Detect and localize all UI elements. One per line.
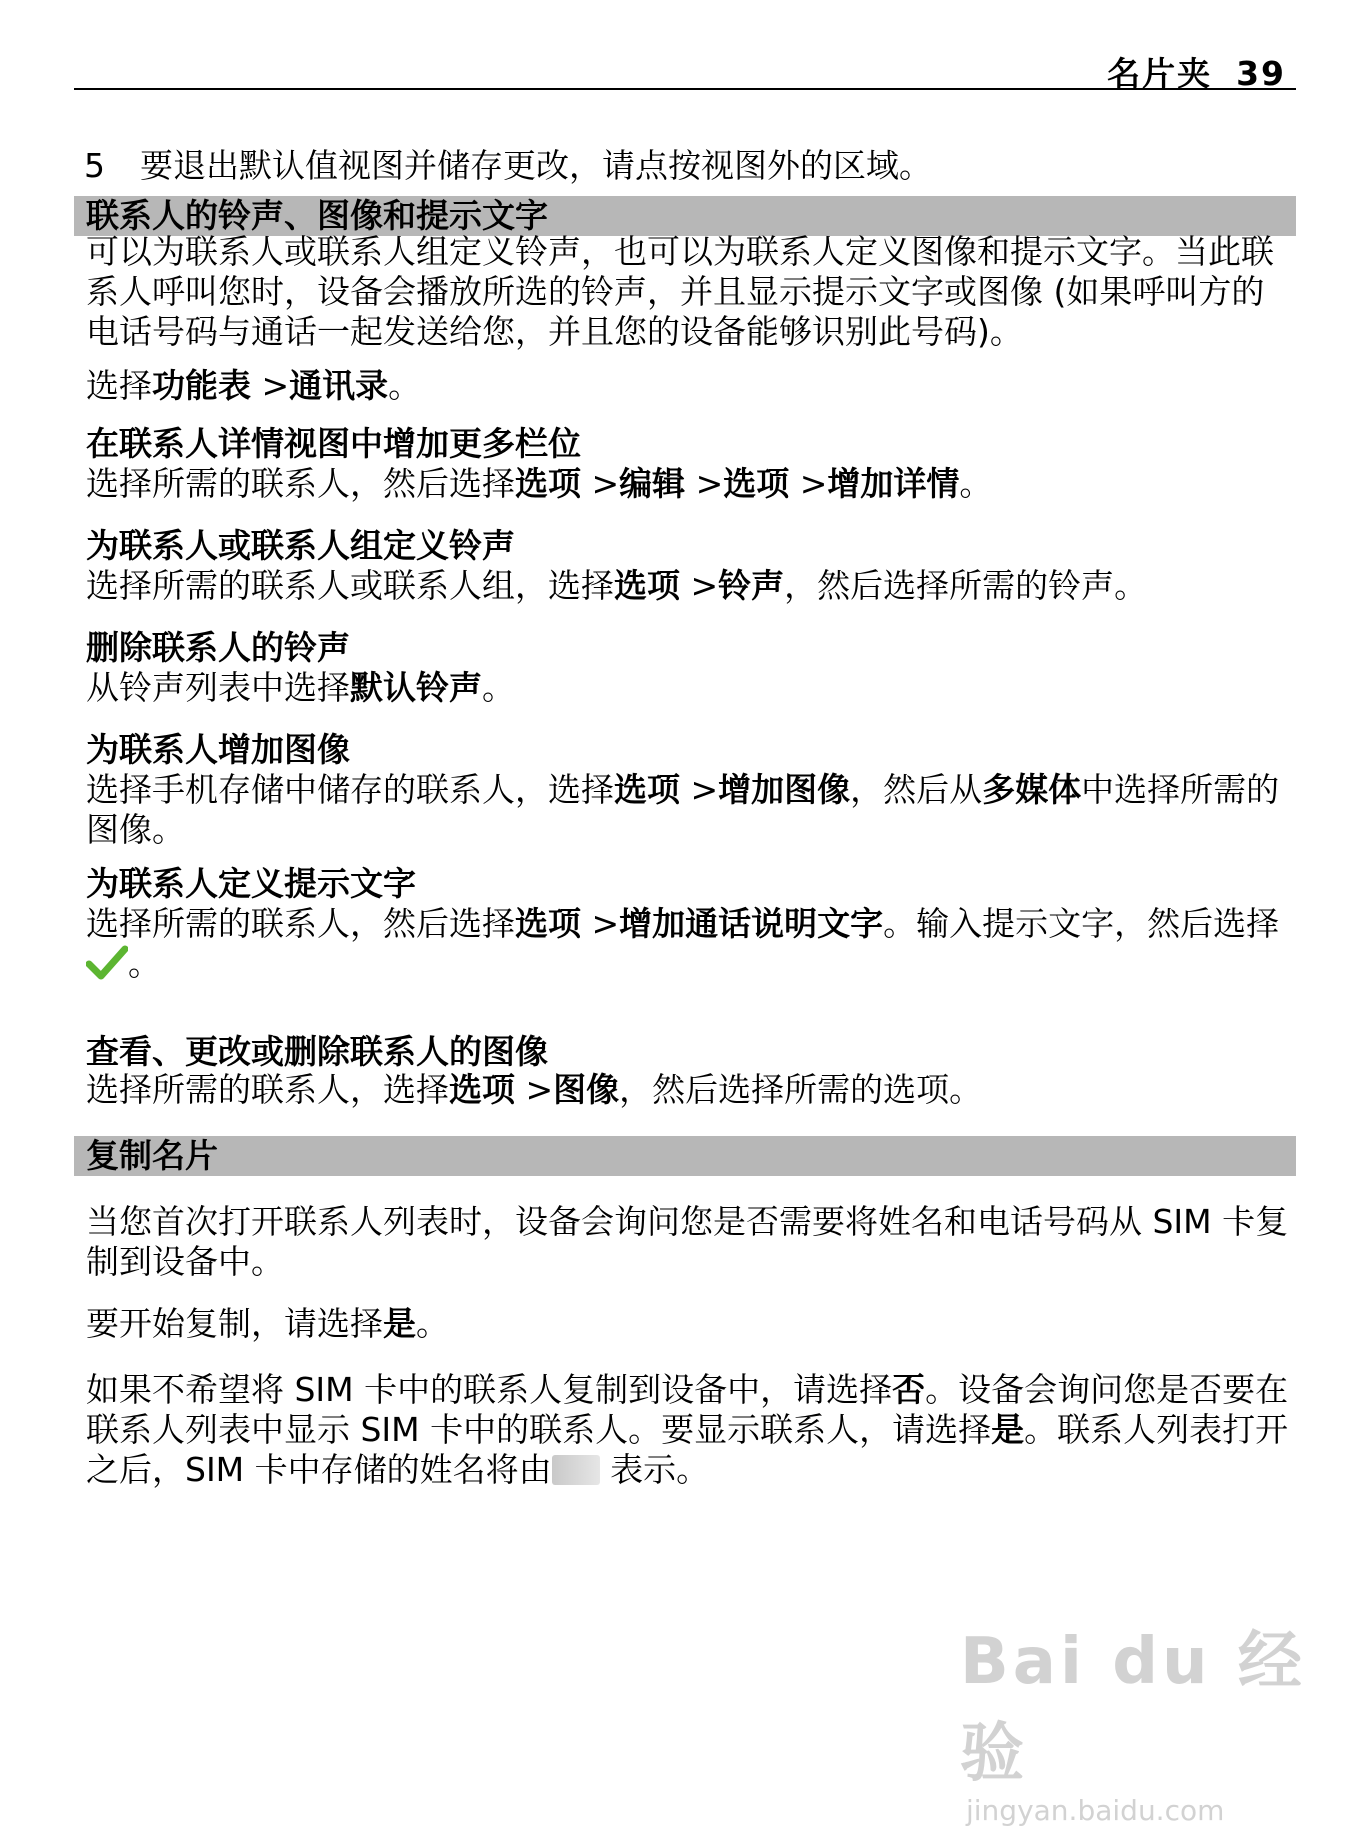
step-5 <box>84 146 932 186</box>
select-contacts-instruction: 选择功能表 >通讯录。 <box>86 366 422 405</box>
keyword: 默认铃声 <box>350 668 482 707</box>
subheading-define-text: 为联系人定义提示文字 <box>86 864 416 903</box>
keyword: 增加通话说明文字 <box>619 904 884 943</box>
subheading-view-image: 查看、更改或删除联系人的图像 <box>86 1032 548 1071</box>
text: 选择 <box>86 366 152 405</box>
text: 如果不希望将 SIM 卡中的联系人复制到设备中，请选择 <box>86 1370 893 1409</box>
text: ，然后选择所需的选项。 <box>619 1070 983 1109</box>
watermark-brand: Bai du 经验 <box>960 1625 1306 1791</box>
menu-keyword: 功能表 <box>152 366 251 405</box>
page-header <box>74 48 1296 93</box>
keyword: 铃声 <box>718 566 785 605</box>
keyword: 增加详情 <box>827 464 960 503</box>
keyword: 选项 <box>614 566 680 605</box>
watermark-url: jingyan.baidu.com <box>966 1794 1225 1827</box>
keyword: 选项 <box>614 770 680 809</box>
keyword: 选项 <box>515 904 581 943</box>
text: 。 <box>482 668 515 707</box>
text: ，然后从 <box>850 770 983 809</box>
text: 。 <box>388 366 422 405</box>
remove-ringtone-text <box>86 668 1296 708</box>
copy-decline-text <box>86 1370 1296 1490</box>
keyword: 编辑 <box>619 464 686 503</box>
sim-contact-icon <box>552 1455 600 1485</box>
keyword: 选项 <box>449 1070 515 1109</box>
define-text-text: 选择所需的联系人，然后选择选项 >增加通话说明文字。输入提示文字，然后选择。 <box>86 904 1296 990</box>
keyword: 选项 <box>515 464 581 503</box>
keyword: 图像 <box>553 1070 620 1109</box>
add-image-text: 选择手机存储中储存的联系人，选择选项 >增加图像，然后从多媒体中选择所需的图像。 <box>86 770 1280 849</box>
text: 选择所需的联系人或联系人组，选择 <box>86 566 614 605</box>
watermark <box>960 1610 1360 1827</box>
subheading-add-image: 为联系人增加图像 <box>86 730 350 769</box>
section-name: 名片夹 <box>1107 54 1213 93</box>
text: 中选择所需的图像。 <box>86 770 1280 849</box>
text: 选择手机存储中储存的联系人，选择 <box>86 770 614 809</box>
step-text: 要退出默认值视图并储存更改，请点按视图外的区域。 <box>140 146 932 185</box>
ringtone-intro: 可以为联系人或联系人组定义铃声，也可以为联系人定义图像和提示文字。当此联系人呼叫您时，设备会播放所选的铃声，并且显示提示文字或图像 (如果呼叫方的电话号码与通话一起发送给您，并且您的设备能够识别此号码)。 <box>86 232 1274 351</box>
text: ，然后选择所需的铃声。 <box>784 566 1148 605</box>
subheading-remove-ringtone: 删除联系人的铃声 <box>86 628 350 667</box>
keyword: 否 <box>892 1370 926 1409</box>
text: 。 <box>959 464 993 503</box>
text: 。设备会询问您是否要在联系人列表中显示 SIM 卡中的联系人。要显示联系人，请选择 <box>86 1370 1289 1449</box>
keyword: 是 <box>991 1410 1025 1449</box>
text: 选择所需的联系人，然后选择 <box>86 464 515 503</box>
keyword: 多媒体 <box>982 770 1082 809</box>
subheading-define-ringtone: 为联系人或联系人组定义铃声 <box>86 526 515 565</box>
page-number: 39 <box>1236 54 1286 93</box>
text: 选择所需的联系人，然后选择 <box>86 904 515 943</box>
text: 要开始复制，请选择 <box>86 1304 383 1343</box>
contacts-keyword: 通讯录 <box>289 366 389 405</box>
text: 从铃声列表中选择 <box>86 668 350 707</box>
keyword: 是 <box>383 1304 416 1343</box>
define-ringtone-text: 选择所需的联系人或联系人组，选择选项 >铃声，然后选择所需的铃声。 <box>86 566 1148 605</box>
text: 。 <box>128 944 161 983</box>
header-title <box>1107 48 1286 95</box>
text: 。联系人列表打开之后，SIM 卡中存储的姓名将由 <box>86 1410 1289 1489</box>
copy-intro: 当您首次打开联系人列表时，设备会询问您是否需要将姓名和电话号码从 SIM 卡复制到设备中。 <box>86 1202 1289 1281</box>
checkmark-icon <box>86 945 128 990</box>
section-title-copy: 复制名片 <box>74 1136 1296 1176</box>
keyword: 选项 <box>723 464 790 503</box>
text: 表示。 <box>599 1450 710 1489</box>
text: 。 <box>416 1304 449 1343</box>
section-title-ringtone: 联系人的铃声、图像和提示文字 <box>74 196 1296 236</box>
step-number: 5 <box>84 146 105 185</box>
copy-start-text <box>86 1304 1296 1344</box>
subheading-add-fields: 在联系人详情视图中增加更多栏位 <box>86 424 581 463</box>
add-fields-text: 选择所需的联系人，然后选择选项 >编辑 >选项 >增加详情。 <box>86 464 993 503</box>
keyword: 增加图像 <box>718 770 851 809</box>
view-image-text: 选择所需的联系人，选择选项 >图像，然后选择所需的选项。 <box>86 1070 983 1109</box>
text: 选择所需的联系人，选择 <box>86 1070 449 1109</box>
text: 。输入提示文字，然后选择 <box>883 904 1280 943</box>
